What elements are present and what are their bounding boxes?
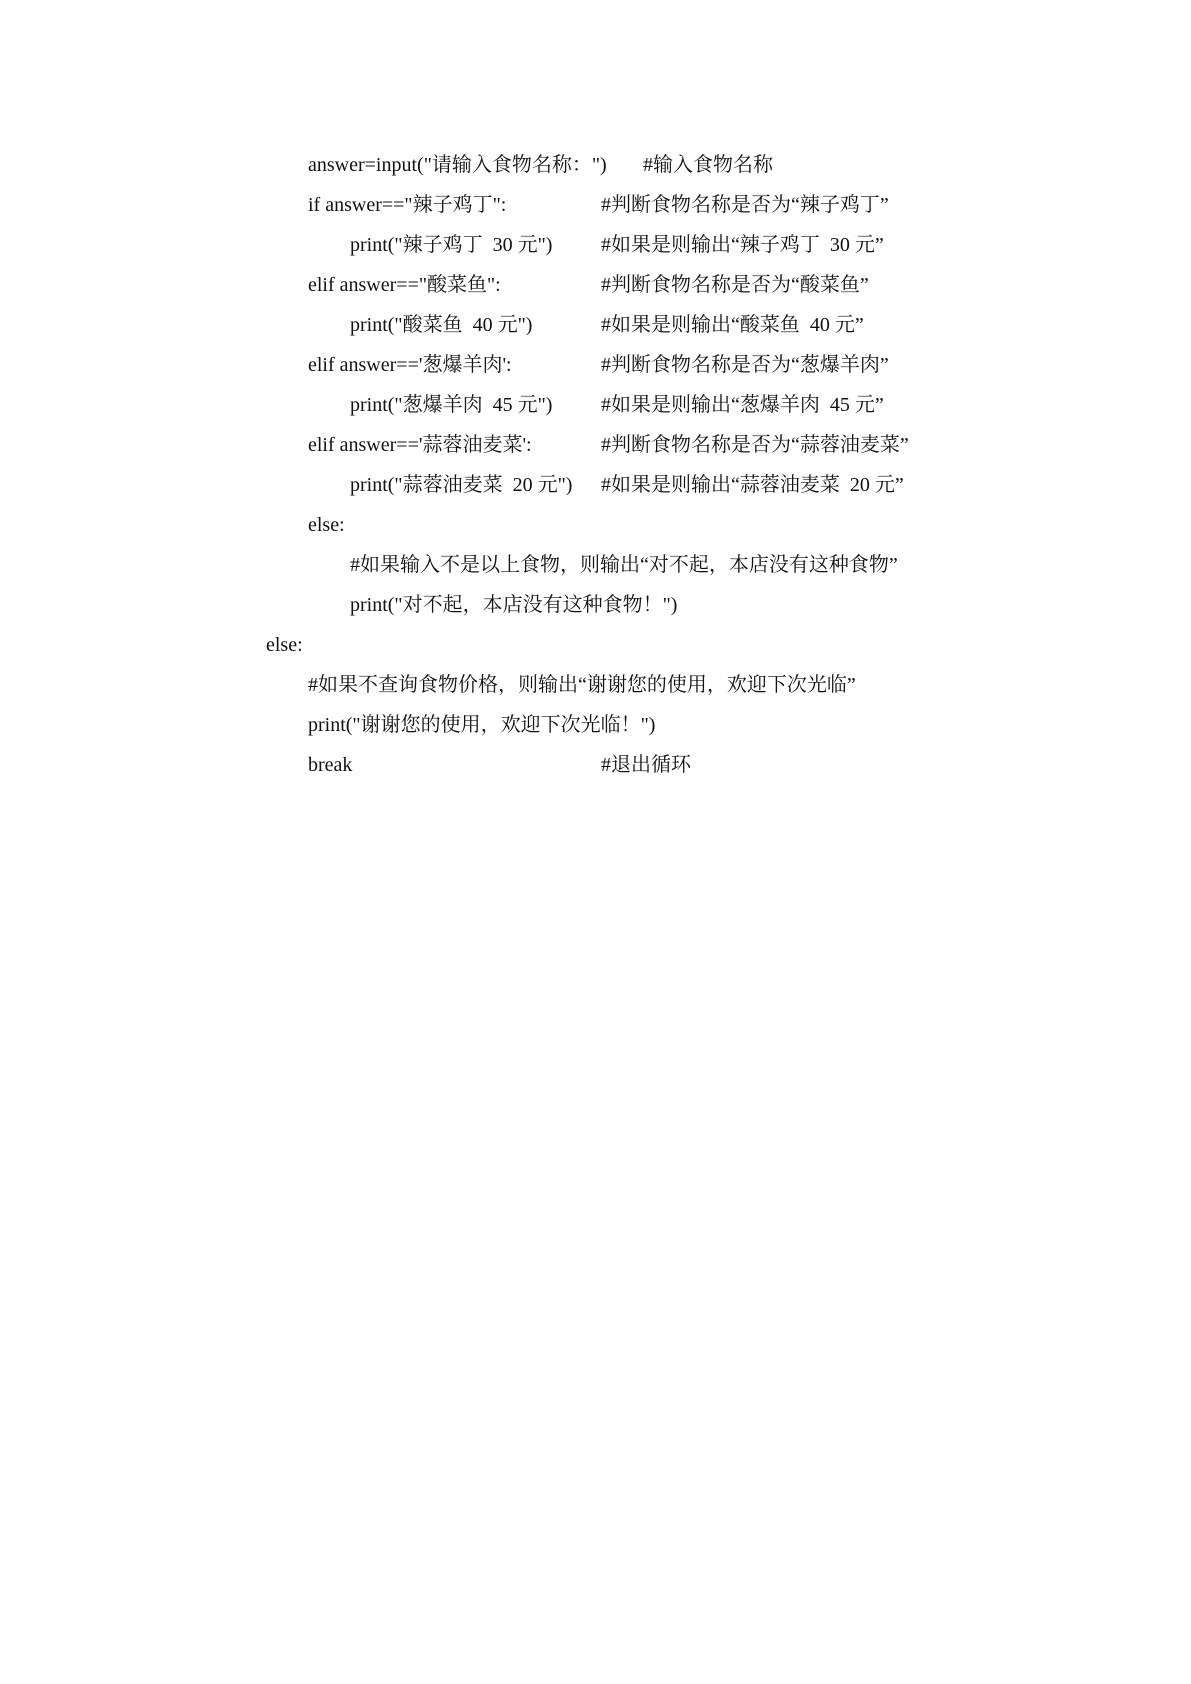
code-text: break (308, 754, 353, 776)
code-comment: #输入食物名称 (643, 154, 773, 176)
code-comment: #如果是则输出“葱爆羊肉 45 元” (601, 394, 884, 416)
code-line-elif (0, 270, 869, 300)
code-line-print (0, 230, 884, 260)
code-line-input (0, 150, 773, 180)
code-line-elif (0, 430, 909, 460)
code-line-print (0, 470, 904, 500)
code-comment: #如果是则输出“辣子鸡丁 30 元” (601, 234, 884, 256)
code-line-if (0, 190, 889, 220)
code-text: elif answer=="酸菜鱼": (308, 274, 501, 296)
code-text: print("对不起，本店没有这种食物！") (350, 594, 678, 616)
code-comment: #如果是则输出“酸菜鱼 40 元” (601, 314, 864, 336)
code-line-print (0, 310, 864, 340)
code-line-print (0, 590, 678, 620)
code-line-comment (0, 670, 856, 700)
code-comment: #如果是则输出“蒜蓉油麦菜 20 元” (601, 474, 904, 496)
code-comment: #如果不查询食物价格，则输出“谢谢您的使用，欢迎下次光临” (308, 674, 856, 696)
code-text: print("蒜蓉油麦菜 20 元") (350, 474, 573, 496)
code-line-else (0, 630, 303, 660)
code-line-elif (0, 350, 889, 380)
code-comment: #退出循环 (601, 754, 691, 776)
code-comment: #判断食物名称是否为“蒜蓉油麦菜” (601, 434, 909, 456)
code-comment: #判断食物名称是否为“辣子鸡丁” (601, 194, 889, 216)
code-text: else: (266, 634, 303, 656)
code-text: if answer=="辣子鸡丁": (308, 194, 507, 216)
code-line-break (0, 750, 691, 780)
code-text: print("谢谢您的使用，欢迎下次光临！") (308, 714, 656, 736)
code-text: elif answer=='蒜蓉油麦菜': (308, 434, 532, 456)
code-line-comment (0, 550, 898, 580)
code-comment: #如果输入不是以上食物，则输出“对不起，本店没有这种食物” (350, 554, 898, 576)
code-line-print (0, 710, 656, 740)
code-text: elif answer=='葱爆羊肉': (308, 354, 512, 376)
code-text: print("酸菜鱼 40 元") (350, 314, 533, 336)
code-text: print("辣子鸡丁 30 元") (350, 234, 553, 256)
code-line-else (0, 510, 345, 540)
code-text: print("葱爆羊肉 45 元") (350, 394, 553, 416)
code-comment: #判断食物名称是否为“酸菜鱼” (601, 274, 869, 296)
code-text: else: (308, 514, 345, 536)
code-line-print (0, 390, 884, 420)
code-comment: #判断食物名称是否为“葱爆羊肉” (601, 354, 889, 376)
code-text: answer=input("请输入食物名称：") (308, 154, 607, 176)
